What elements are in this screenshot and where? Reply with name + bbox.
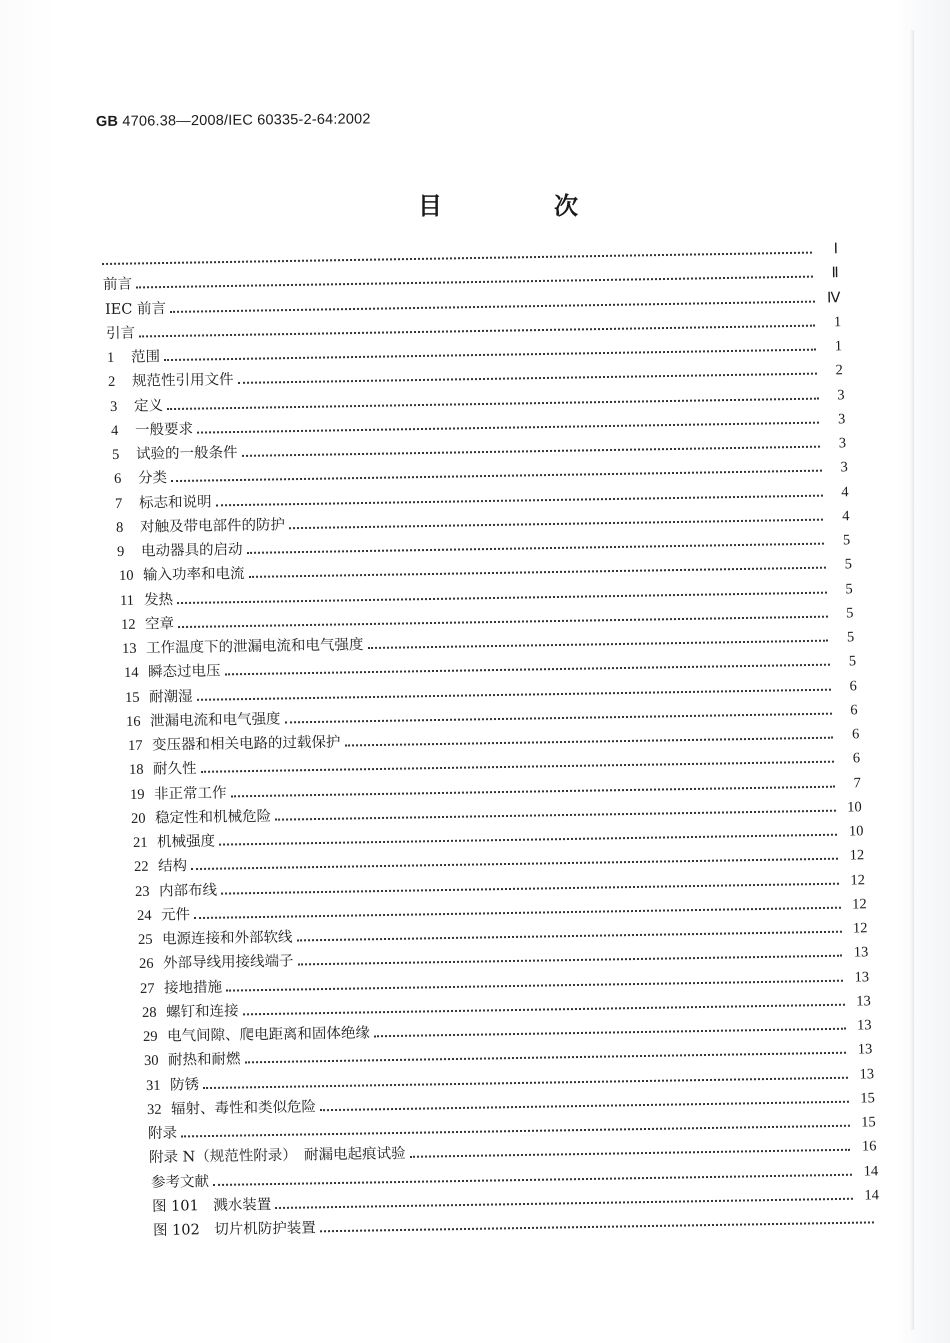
toc-page-number: 7: [853, 774, 862, 791]
toc-page-number: 1: [834, 338, 843, 355]
toc-entry-label: 瞬态过电压: [147, 663, 221, 681]
toc-entry-label: 试验的一般条件: [136, 444, 238, 463]
toc-entry-number: 14: [123, 665, 139, 682]
toc-entry-number: 8: [115, 519, 124, 536]
toc-leader-dots: [374, 1027, 846, 1038]
toc-entry-label: 工作温度下的泄漏电流和电气强度: [146, 637, 365, 657]
toc-leader-dots: [102, 251, 812, 265]
toc-page-number: Ⅳ: [826, 289, 841, 306]
toc-page-number: 14: [864, 1187, 879, 1204]
toc-page-number: 3: [837, 410, 846, 428]
toc-leader-dots: [136, 275, 813, 289]
toc-entry-number: 13: [122, 640, 138, 657]
toc-page-number: 12: [849, 847, 865, 864]
toc-entry-label: 耐久性: [152, 761, 197, 778]
toc-page-number: Ⅱ: [831, 265, 840, 282]
toc-leader-dots: [197, 687, 831, 700]
toc-leader-dots: [181, 1124, 850, 1138]
toc-page-number: 13: [856, 1017, 872, 1034]
toc-page-number: 13: [857, 1041, 873, 1058]
toc-page-number: 12: [851, 896, 867, 913]
toc-entry-label: 电气间隙、爬电距离和固体绝缘: [166, 1025, 371, 1045]
toc-leader-dots: [177, 590, 827, 603]
toc-entry-label: 电源连接和外部软线: [161, 929, 293, 948]
toc-entry-label: 元件: [160, 906, 190, 924]
toc-entry-number: 25: [137, 931, 153, 948]
header-code: 4706.38—2008/IEC 60335-2-64:2002: [122, 111, 371, 130]
toc-entry-label: 前言: [103, 276, 133, 294]
toc-entry-number: 24: [136, 907, 152, 924]
toc-entry-number: 30: [144, 1053, 159, 1070]
toc-leader-dots: [219, 833, 837, 846]
toc-entry-number: 23: [135, 883, 150, 900]
toc-entry-label: 内部布线: [159, 882, 218, 900]
toc-page-number: 12: [850, 871, 866, 889]
toc-entry-label: 非正常工作: [154, 784, 227, 803]
toc-entry-number: 6: [113, 471, 121, 488]
toc-page-number: 14: [863, 1162, 878, 1180]
toc-entry-label: 附录 N（规范性附录） 耐漏电起痕试验: [149, 1146, 407, 1167]
toc-entry-number: 19: [130, 786, 145, 803]
toc-leader-dots: [410, 1148, 851, 1158]
toc-leader-dots: [191, 857, 838, 870]
toc-page-number: 6: [850, 702, 858, 719]
toc-entry-label: 定义: [133, 397, 163, 415]
toc-entry-number: 31: [145, 1077, 161, 1094]
toc-entry-label: 参考文献: [150, 1173, 209, 1191]
toc-leader-dots: [285, 711, 832, 723]
toc-entry-label: 耐潮湿: [148, 688, 193, 706]
toc-leader-dots: [221, 881, 839, 894]
toc-entry-label: 泄漏电流和电气强度: [150, 711, 281, 730]
toc-leader-dots: [194, 905, 841, 918]
toc-leader-dots: [296, 930, 841, 942]
toc-entry-label: 附录: [147, 1125, 178, 1142]
toc-page-number: 15: [861, 1114, 876, 1131]
toc-leader-dots: [242, 445, 821, 457]
toc-entry-number: 1: [106, 349, 115, 366]
toc-page-number: 5: [846, 604, 854, 622]
toc-leader-dots: [167, 396, 819, 409]
toc-leader-dots: [224, 663, 830, 676]
toc-entry-number: 26: [138, 956, 154, 973]
toc-entry-label: 电动器具的启动: [141, 541, 243, 560]
toc-entry-label: 标志和说明: [138, 493, 212, 512]
toc-entry-number: 18: [128, 762, 144, 779]
toc-leader-dots: [275, 808, 836, 820]
toc-page-number: 6: [849, 677, 857, 694]
toc-leader-dots: [344, 736, 833, 747]
toc-leader-dots: [368, 639, 829, 649]
header-gb: GB: [95, 113, 119, 130]
toc-entry-label: 规范性引用文件: [132, 372, 235, 390]
toc-entry-number: 27: [140, 980, 156, 997]
toc-page-number: 5: [847, 629, 855, 646]
toc-entry-number: 22: [133, 859, 149, 876]
toc-entry-label: IEC 前言: [104, 300, 166, 318]
toc-entry-label: 输入功率和电流: [142, 566, 245, 584]
toc-entry-label: 防锈: [169, 1076, 199, 1094]
toc-page-number: 4: [842, 507, 850, 525]
toc-entry-number: 7: [114, 495, 123, 512]
toc-entry-number: 10: [118, 568, 134, 585]
toc-leader-dots: [215, 493, 822, 506]
toc-leader-dots: [197, 420, 819, 433]
toc-leader-dots: [178, 614, 828, 627]
toc-leader-dots: [320, 1220, 874, 1232]
toc-leader-dots: [248, 566, 825, 578]
toc-leader-dots: [139, 323, 815, 337]
toc-page-number: 15: [860, 1090, 875, 1107]
toc-leader-dots: [245, 1051, 847, 1064]
toc-entry-label: 辐射、毒性和类似危险: [170, 1099, 316, 1118]
toc-leader-dots: [170, 299, 814, 312]
toc-page-number: 6: [851, 726, 860, 743]
toc-entry-label: 接地措施: [164, 979, 223, 997]
toc-page-number: 6: [852, 750, 861, 767]
toc-entry-label: 范围: [130, 349, 161, 366]
toc-leader-dots: [171, 469, 822, 482]
toc-page-number: 1: [833, 313, 842, 331]
toc-entry-number: 9: [117, 543, 125, 560]
toc-leader-dots: [164, 348, 816, 361]
toc-entry-number: 20: [131, 810, 147, 827]
toc-entry-number: 11: [119, 592, 135, 609]
toc-page-number: 5: [844, 556, 852, 573]
toc-page-number: 13: [854, 968, 870, 986]
toc-entry-label: 发热: [143, 591, 174, 609]
toc-page-number: 13: [855, 993, 871, 1010]
toc-entry-label: 对触及带电部件的防护: [139, 517, 286, 536]
toc-entry-number: 16: [126, 713, 141, 730]
page-title: 目 次: [418, 192, 622, 220]
toc-entry-label: 螺钉和连接: [165, 1003, 239, 1021]
toc-entry-number: 29: [142, 1028, 158, 1045]
toc-entry-label: 图 101 溅水装置: [151, 1196, 272, 1215]
toc-entry-number: 15: [124, 689, 140, 706]
toc-leader-dots: [289, 517, 823, 529]
toc-entry-number: 4: [110, 422, 119, 439]
toc-page-number: 4: [841, 483, 849, 500]
toc-page-number: 10: [848, 823, 864, 840]
toc-entry-number: 21: [132, 834, 148, 851]
toc-page-number: 3: [836, 386, 845, 403]
toc-entry-number: 17: [127, 737, 143, 754]
toc-entry-label: 机械强度: [156, 833, 215, 851]
toc-page-number: 13: [858, 1065, 874, 1083]
toc-entry-label: 图 102 切片机防护装置: [153, 1220, 317, 1239]
toc-leader-dots: [242, 1002, 844, 1015]
toc-leader-dots: [247, 542, 825, 554]
toc-page-number: 5: [843, 532, 851, 549]
toc-page-number: 16: [862, 1138, 877, 1155]
toc-leader-dots: [203, 1075, 848, 1088]
toc-page-number: 2: [835, 362, 844, 379]
toc-page-number: Ⅰ: [833, 241, 839, 258]
toc-leader-dots: [231, 784, 835, 797]
toc-leader-dots: [213, 1172, 852, 1185]
toc-entry-label: 变压器和相关电路的过载保护: [151, 734, 341, 754]
toc-leader-dots: [238, 372, 817, 384]
toc-page-number: 10: [847, 799, 863, 816]
toc-entry-number: 2: [108, 374, 116, 391]
toc-entry-label: 耐热和耐燃: [168, 1051, 241, 1069]
toc-page-number: 12: [852, 920, 868, 937]
toc-leader-dots: [226, 978, 843, 991]
toc-leader-dots: [298, 954, 843, 966]
toc-entry-number: 5: [112, 446, 120, 463]
toc-entry-number: 32: [146, 1101, 162, 1118]
toc-entry-number: 3: [109, 398, 118, 415]
toc-entry-label: 外部导线用接线端子: [162, 953, 294, 972]
toc-page-number: 3: [839, 459, 848, 476]
toc-page-number: 5: [848, 653, 856, 670]
toc-page-number: 3: [838, 435, 847, 452]
toc-entry-label: 引言: [105, 325, 135, 342]
toc-page-number: 5: [845, 580, 853, 597]
toc-leader-dots: [200, 760, 834, 773]
toc-entry-number: 12: [121, 616, 136, 633]
toc-entry-label: 一般要求: [134, 421, 194, 439]
toc-leader-dots: [320, 1099, 849, 1110]
toc-leader-dots: [275, 1196, 853, 1208]
toc-entry-label: 稳定性和机械危险: [155, 808, 272, 827]
toc-entry-label: 结构: [157, 858, 188, 875]
toc-page-number: 13: [853, 944, 869, 961]
toc-entry-number: 28: [141, 1004, 157, 1021]
toc-entry-label: 空章: [145, 615, 175, 633]
toc-entry-label: 分类: [137, 470, 167, 487]
